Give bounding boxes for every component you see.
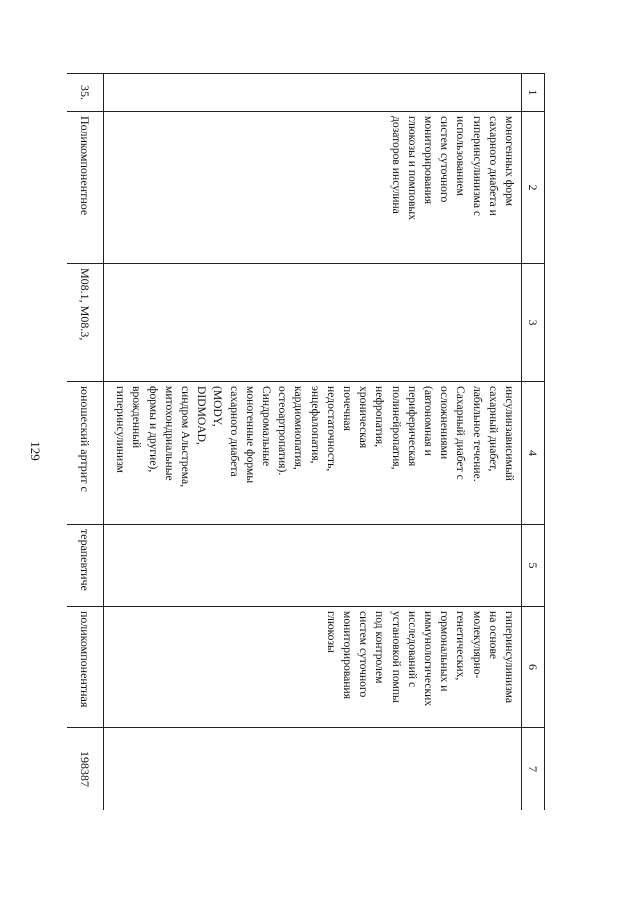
text-line: мониторирования [421,116,435,205]
cell-treatment-method [104,607,522,728]
row-35 [67,74,104,811]
cell-cost [104,728,522,811]
text-line: (автономная и [421,386,435,456]
text-line: моногенные формы [243,386,257,484]
text-line: систем суточного [438,116,452,203]
text-line: синдром Альстрема, [178,386,192,488]
header-col-2: 2 [522,112,545,264]
header-col-7: 7 [522,728,545,811]
cell-icd-codes: M08.1, M08.3, [67,264,104,382]
text-line: сахарный диабет, [486,386,500,472]
text-line: иммунологических [421,611,435,707]
rotated-table-frame [67,73,545,810]
text-line: гиперинсулинизм [114,386,128,473]
text-line: молекулярно- [470,611,484,679]
text-line: генетических, [454,611,468,681]
text-line: на основе [486,611,500,660]
text-line: формы и другие), [146,386,160,473]
text-line: установкой помпы [389,611,403,703]
text-line: Сахарный диабет с [454,386,468,480]
text-line: сахарного диабета [227,386,241,477]
text-line: остеоартропатия). [276,386,290,476]
text-line: полинейропатия, [389,386,403,470]
header-row [522,74,545,811]
cell-icd-codes [104,264,522,382]
text-line: гормональных и [438,611,452,692]
header-col-1: 1 [522,74,545,112]
text-line: хроническая [357,386,371,449]
cell-cost: 198387 [67,728,104,811]
text-line: гиперинсулинизма [503,611,516,704]
cell-procedure-name [104,112,522,264]
text-line: периферическая [405,386,419,467]
text-line: глюкозы [324,611,338,653]
text-line: кардиомиопатия, [292,386,306,470]
text-line: лабильное течение. [470,386,484,482]
text-line: осложнениями [438,386,452,460]
text-line: энцефалопатия, [308,386,322,464]
page-number: 129 [28,441,43,461]
text-line: (MODY, [211,386,225,427]
procedures-table [67,73,545,810]
text-line: инсулинзависимый [503,386,516,481]
table-container [67,73,545,810]
header-col-3: 3 [522,264,545,382]
cell-procedure-name: Поликомпонентное [67,112,104,264]
text-line: Синдромальные [259,386,273,467]
text-line: недостаточность, [324,386,338,472]
text-line: моногенных форм [503,116,516,207]
text-line: митохондриальные [162,386,176,481]
cell-patient-model [104,382,522,525]
cell-patient-model: юношеский артрит с [67,382,104,525]
cell-row-number: 35. [67,74,104,112]
header-col-5: 5 [522,525,545,607]
header-col-4: 4 [522,382,545,525]
text-line: мониторирования [340,611,354,700]
text-line: почечная [340,386,354,431]
text-line: систем суточного [357,611,371,698]
text-line: врожденный [130,386,144,449]
cell-treatment-method: поликомпонентная [67,607,104,728]
header-col-6: 6 [522,607,545,728]
text-line: исследований с [405,611,419,688]
text-line: использованием [454,116,468,196]
text-line: глюкозы и помповых [405,116,419,221]
text-line: нефропатия, [373,386,387,448]
text-line: DIDMOAD, [195,386,209,445]
continuation-row [104,74,522,811]
text-line: дозаторов инсулина [389,116,403,214]
text-line: гиперинсулинизма с [470,116,484,217]
text-line: сахарного диабета и [486,116,500,216]
cell-treatment-type [104,525,522,607]
cell-row-number [104,74,522,112]
cell-treatment-type: терапевтиче [67,525,104,607]
text-line: под контролем [373,611,387,684]
